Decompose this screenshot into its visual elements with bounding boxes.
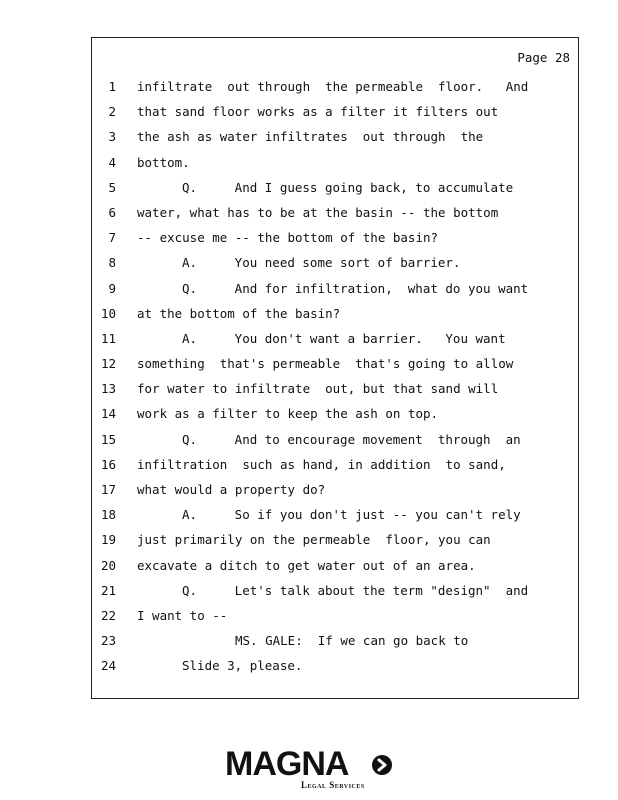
line-text: for water to infiltrate out, but that sand will <box>137 381 499 397</box>
line-number: 4 <box>108 154 116 170</box>
line-number: 21 <box>100 582 116 598</box>
line-number: 7 <box>108 230 116 246</box>
transcript-line <box>92 250 578 275</box>
line-number: 22 <box>100 607 116 623</box>
line-text: A. You need some sort of barrier. <box>182 255 461 271</box>
transcript-line <box>92 527 578 552</box>
logo-subtitle: Legal Services <box>301 780 365 790</box>
transcript-line <box>92 225 578 250</box>
line-text: work as a filter to keep the ash on top. <box>137 406 439 422</box>
line-text: A. You don't want a barrier. You want <box>182 330 506 346</box>
logo-wordmark: MAGNA <box>225 745 349 783</box>
line-number: 12 <box>100 356 116 372</box>
line-text: bottom. <box>137 154 190 170</box>
line-text: I want to -- <box>137 607 228 623</box>
transcript-line <box>92 653 578 678</box>
transcript-line <box>92 452 578 477</box>
line-number: 13 <box>100 381 116 397</box>
magna-logo <box>225 746 395 792</box>
line-number: 6 <box>108 204 116 220</box>
transcript-line <box>92 99 578 124</box>
transcript-line <box>92 175 578 200</box>
line-text: A. So if you don't just -- you can't rely <box>182 507 521 523</box>
line-text: just primarily on the permeable floor, you can <box>137 532 491 548</box>
line-text: water, what has to be at the basin -- the bottom <box>137 204 499 220</box>
line-number: 11 <box>100 330 116 346</box>
line-text: something that's permeable that's going to allow <box>137 356 514 372</box>
line-number: 24 <box>100 658 116 674</box>
line-text: infiltration such as hand, in addition to sand, <box>137 456 506 472</box>
chevron-circle-icon <box>371 754 393 776</box>
line-text: Slide 3, please. <box>182 658 303 674</box>
line-text: that sand floor works as a filter it filters out <box>137 104 499 120</box>
line-text: Q. Let's talk about the term "design" and <box>182 582 529 598</box>
transcript-line <box>92 351 578 376</box>
line-text: the ash as water infiltrates out through the <box>137 129 484 145</box>
line-number: 20 <box>100 557 116 573</box>
transcript-line <box>92 578 578 603</box>
line-number: 9 <box>108 280 116 296</box>
line-text: MS. GALE: If we can go back to <box>235 633 469 649</box>
transcript-line <box>92 477 578 502</box>
line-text: Q. And I guess going back, to accumulate <box>182 179 514 195</box>
line-number: 2 <box>108 104 116 120</box>
transcript-line <box>92 401 578 426</box>
transcript-line <box>92 74 578 99</box>
line-number: 1 <box>108 79 116 94</box>
line-number: 16 <box>100 456 116 472</box>
transcript-line <box>92 376 578 401</box>
line-number: 15 <box>100 431 116 447</box>
line-number: 17 <box>100 482 116 497</box>
transcript-line <box>92 326 578 351</box>
line-number: 8 <box>108 255 116 271</box>
transcript-line <box>92 502 578 527</box>
transcript-line <box>92 200 578 225</box>
transcript-line <box>92 124 578 149</box>
line-number: 23 <box>100 633 116 649</box>
transcript-page <box>91 37 579 699</box>
line-number: 18 <box>100 507 116 523</box>
line-number: 5 <box>108 179 116 195</box>
line-text: excavate a ditch to get water out of an area. <box>137 557 476 573</box>
transcript-line <box>92 427 578 452</box>
line-text: at the bottom of the basin? <box>137 305 341 321</box>
transcript-line <box>92 276 578 301</box>
line-text: what would a property do? <box>137 482 326 497</box>
line-text: -- excuse me -- the bottom of the basin? <box>137 230 439 246</box>
line-text: Q. And for infiltration, what do you want <box>182 280 529 296</box>
transcript-line <box>92 603 578 628</box>
page-number: Page 28 <box>517 50 570 65</box>
line-text: Q. And to encourage movement through an <box>182 431 521 447</box>
line-number: 14 <box>100 406 116 422</box>
line-number: 3 <box>108 129 116 145</box>
transcript-lines <box>92 74 578 679</box>
transcript-line <box>92 150 578 175</box>
transcript-line <box>92 301 578 326</box>
line-text: infiltrate out through the permeable floor. And <box>137 79 529 94</box>
line-number: 10 <box>100 305 116 321</box>
transcript-line <box>92 553 578 578</box>
transcript-line <box>92 628 578 653</box>
line-number: 19 <box>100 532 116 548</box>
